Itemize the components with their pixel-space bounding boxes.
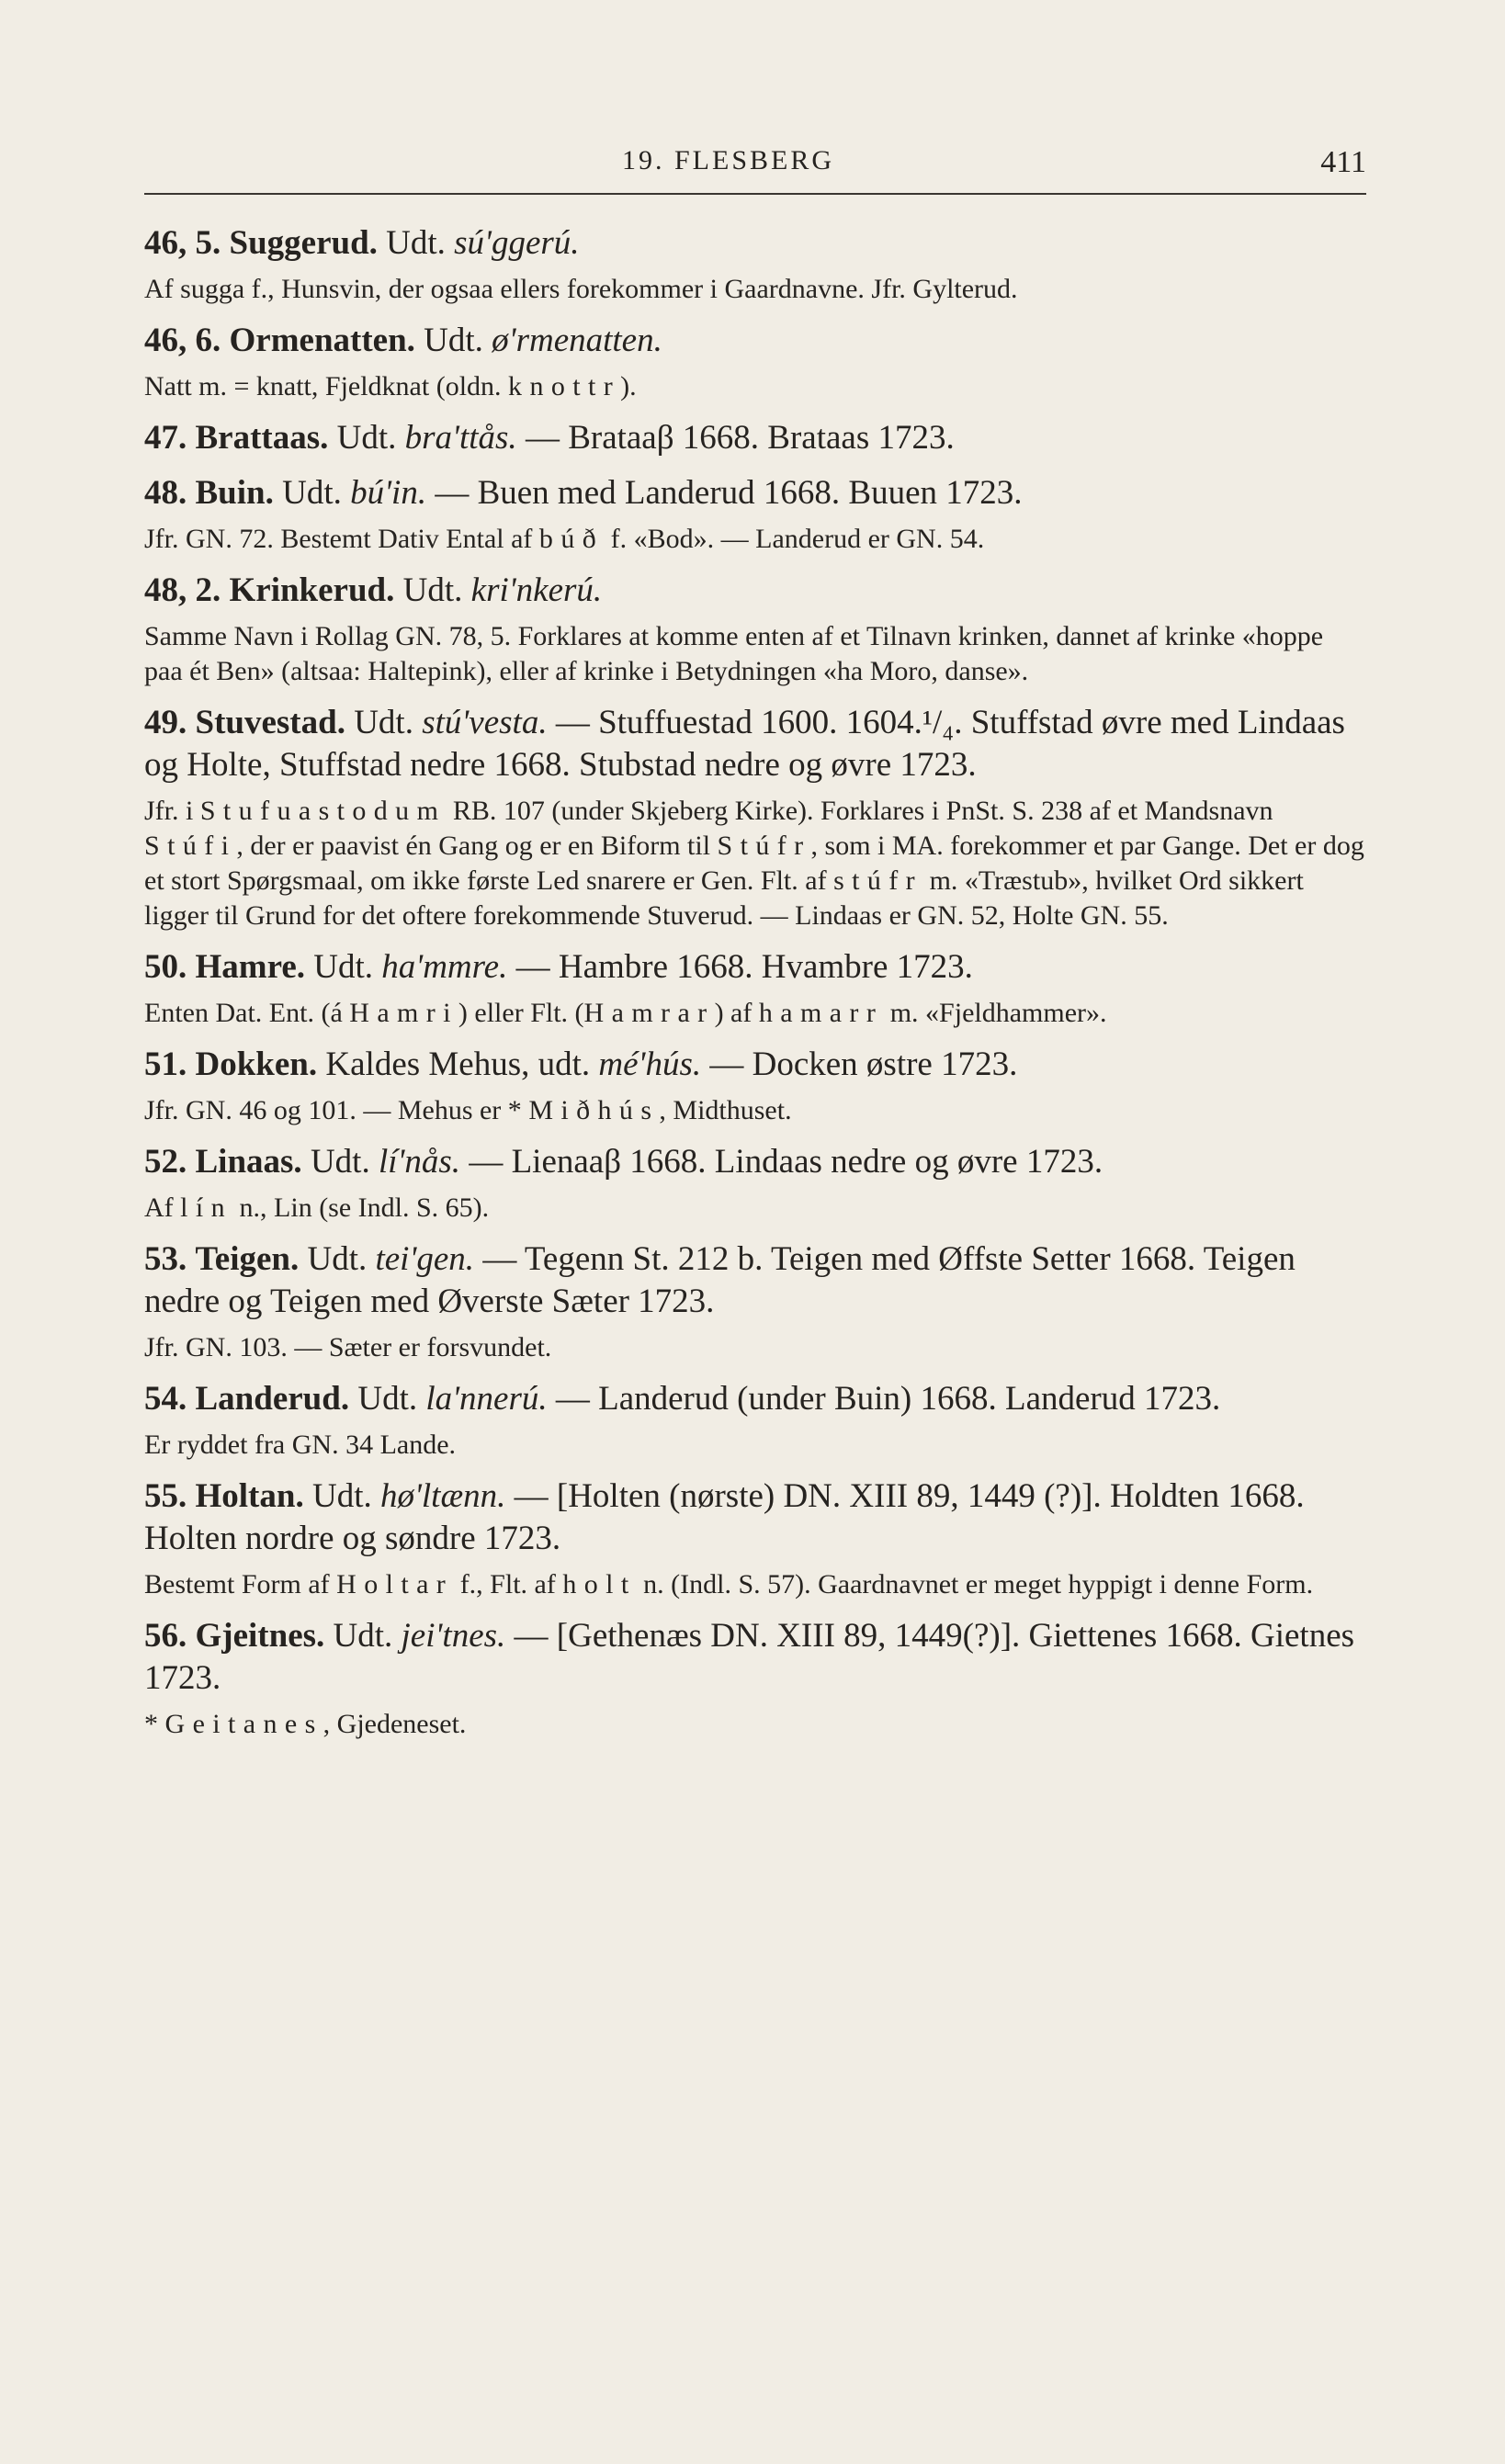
- entry-number: 46, 5.: [144, 224, 221, 262]
- pronunciation: jei'tnes.: [401, 1617, 506, 1655]
- pronunciation: ha'mmre.: [381, 948, 508, 986]
- running-title: 19. FLESBERG: [622, 145, 835, 175]
- historical-forms: — Docken østre 1723.: [701, 1046, 1018, 1083]
- spaced-term: Hamri: [349, 998, 458, 1028]
- udt-label: Udt.: [345, 704, 423, 741]
- spaced-term: Stúfr: [717, 831, 811, 861]
- note-text: Er ryddet fra GN. 34 Lande.: [144, 1430, 457, 1460]
- place-entry: [144, 222, 1366, 307]
- entry-number: 51.: [144, 1046, 187, 1083]
- entry-heading: [144, 472, 1366, 514]
- place-entry: [144, 1615, 1366, 1742]
- spaced-term: lín: [180, 1192, 233, 1223]
- entry-number: 47.: [144, 419, 187, 457]
- place-name: Dokken.: [195, 1046, 318, 1083]
- note-text: , som i MA. forekommer et par Gange. Det er dog et stort Spørgsmaal, om ikke første Led snarere er Gen. Flt. af: [144, 831, 1364, 896]
- entry-number: 46, 6.: [144, 322, 221, 359]
- historical-forms: — Hambre 1668. Hvambre 1723.: [507, 948, 973, 986]
- entry-note: [144, 619, 1366, 689]
- entry-note: [144, 1707, 1366, 1742]
- entry-heading: [144, 570, 1366, 612]
- entry-heading: [144, 222, 1366, 265]
- entry-note: [144, 272, 1366, 307]
- historical-forms: — Lienaaβ 1668. Lindaas nedre og øvre 1723.: [460, 1143, 1103, 1181]
- place-entry: [144, 1238, 1366, 1365]
- entry-number: 49.: [144, 704, 187, 741]
- pronunciation: stú'vesta.: [422, 704, 548, 741]
- place-entry: [144, 417, 1366, 459]
- place-entry: [144, 1141, 1366, 1226]
- entry-note: [144, 1191, 1366, 1226]
- spaced-term: Stufuastodum: [199, 796, 447, 826]
- udt-label: Udt.: [349, 1380, 426, 1418]
- note-text: Natt m. = knatt, Fjeldknat (oldn.: [144, 371, 509, 401]
- pronunciation: hø'ltænn.: [379, 1477, 506, 1515]
- entry-number: 56.: [144, 1617, 187, 1655]
- udt-label: Udt.: [305, 948, 382, 986]
- entry-heading: [144, 1238, 1366, 1323]
- entry-note: [144, 794, 1366, 933]
- pronunciation: ø'rmenatten.: [492, 322, 662, 359]
- page-header: [144, 138, 1366, 193]
- historical-forms: — [Holten (nørste) DN. XIII 89, 1449 (?)]. Holdten 1668. Holten nordre og søndre 1723.: [144, 1477, 1305, 1557]
- entry-note: [144, 1330, 1366, 1365]
- place-name: Landerud.: [195, 1380, 350, 1418]
- entry-number: 50.: [144, 948, 187, 986]
- place-name: Krinkerud.: [229, 571, 395, 609]
- note-text: ).: [620, 371, 637, 401]
- spaced-term: Hamrar: [583, 998, 715, 1028]
- historical-forms: — Brataaβ 1668. Brataas 1723.: [516, 419, 955, 457]
- udt-label: Udt.: [273, 474, 351, 512]
- place-name: Buin.: [195, 474, 274, 512]
- spaced-term: holt: [562, 1569, 637, 1599]
- place-name: Ormenatten.: [229, 322, 415, 359]
- entry-note: [144, 1428, 1366, 1463]
- page-number: 411: [1320, 145, 1366, 179]
- entry-heading: [144, 946, 1366, 989]
- place-name: Holtan.: [195, 1477, 304, 1515]
- note-text: , Gjedeneset.: [322, 1709, 467, 1739]
- pronunciation: lí'nås.: [378, 1143, 461, 1181]
- entry-number: 52.: [144, 1143, 187, 1181]
- spaced-term: Miðhús: [528, 1095, 660, 1125]
- entry-heading: [144, 1141, 1366, 1183]
- spaced-term: stúfr: [833, 865, 923, 896]
- note-text: , der er paavist én Gang og er en Biform til: [236, 831, 718, 861]
- spaced-term: Holtar: [336, 1569, 454, 1599]
- note-text: Enten Dat. Ent. (á: [144, 998, 350, 1028]
- entry-number: 53.: [144, 1240, 187, 1278]
- note-text: Jfr. i: [144, 796, 200, 826]
- note-text: f., Flt. af: [453, 1569, 563, 1599]
- udt-label: Kaldes Mehus, udt.: [317, 1046, 599, 1083]
- udt-label: Udt.: [324, 1617, 402, 1655]
- note-text: m. «Træstub», hvilket Ord sikkert ligger til Grund for det oftere forekommende Stuverud. — Lindaas er GN. 52, Holte GN. 55.: [144, 865, 1304, 931]
- spaced-term: knottr: [508, 371, 621, 401]
- udt-label: Udt.: [301, 1143, 379, 1181]
- pronunciation: tei'gen.: [375, 1240, 475, 1278]
- note-text: Af: [144, 1192, 181, 1223]
- historical-forms: — Landerud (under Buin) 1668. Landerud 1723.: [547, 1380, 1221, 1418]
- historical-forms: — Buen med Landerud 1668. Buuen 1723.: [426, 474, 1023, 512]
- spaced-term: búð: [538, 524, 605, 554]
- note-text: m. «Fjeldhammer».: [883, 998, 1107, 1028]
- udt-label: Udt.: [299, 1240, 376, 1278]
- entry-heading: [144, 702, 1366, 786]
- pronunciation: bra'ttås.: [404, 419, 517, 457]
- place-entry: [144, 1475, 1366, 1602]
- place-entry: [144, 1378, 1366, 1463]
- note-text: *: [144, 1709, 165, 1739]
- entry-note: [144, 996, 1366, 1031]
- pronunciation: sú'ggerú.: [454, 224, 580, 262]
- historical-forms: — [Gethenæs DN. XIII 89, 1449(?)]. Giettenes 1668. Gietnes 1723.: [144, 1617, 1355, 1697]
- place-entry: [144, 702, 1366, 933]
- note-text: n. (Indl. S. 57). Gaardnavnet er meget hyppigt i denne Form.: [636, 1569, 1314, 1599]
- note-text: f. «Bod». — Landerud er GN. 54.: [604, 524, 985, 554]
- place-name: Gjeitnes.: [195, 1617, 325, 1655]
- place-entry: [144, 320, 1366, 404]
- pronunciation: kri'nkerú.: [470, 571, 603, 609]
- note-text: , Midthuset.: [659, 1095, 792, 1125]
- pronunciation: mé'hús.: [598, 1046, 702, 1083]
- historical-forms: — Tegenn St. 212 b. Teigen med Øffste Setter 1668. Teigen nedre og Teigen med Øverste Sæter 1723.: [144, 1240, 1296, 1320]
- udt-label: Udt.: [377, 224, 455, 262]
- note-text: Af sugga f., Hunsvin, der ogsaa ellers forekommer i Gaardnavne. Jfr. Gylterud.: [144, 274, 1018, 304]
- entry-heading: [144, 1378, 1366, 1420]
- entry-heading: [144, 320, 1366, 362]
- note-text: ) af: [714, 998, 759, 1028]
- entry-note: [144, 1093, 1366, 1128]
- note-text: n., Lin (se Indl. S. 65).: [232, 1192, 490, 1223]
- place-name: Hamre.: [195, 948, 306, 986]
- note-text: RB. 107 (under Skjeberg Kirke). Forklares i PnSt. S. 238 af et Mandsnavn: [446, 796, 1273, 826]
- udt-label: Udt.: [394, 571, 471, 609]
- historical-forms: — Stuffuestad 1600. 1604.¹/₄. Stuffstad øvre med Lindaas og Holte, Stuffstad nedre 1668. Stubstad nedre og øvre 1723.: [144, 704, 1345, 784]
- note-text: Jfr. GN. 46 og 101. — Mehus er *: [144, 1095, 529, 1125]
- place-entry: [144, 946, 1366, 1031]
- udt-label: Udt.: [303, 1477, 380, 1515]
- note-text: ) eller Flt. (: [458, 998, 584, 1028]
- entry-heading: [144, 1475, 1366, 1560]
- note-text: Jfr. GN. 103. — Sæter er forsvundet.: [144, 1332, 552, 1362]
- udt-label: Udt.: [328, 419, 405, 457]
- place-name: Suggerud.: [229, 224, 378, 262]
- entry-heading: [144, 1044, 1366, 1086]
- entry-number: 54.: [144, 1380, 187, 1418]
- pronunciation: bú'in.: [350, 474, 427, 512]
- entry-number: 48, 2.: [144, 571, 221, 609]
- spaced-term: hamarr: [758, 998, 884, 1028]
- pronunciation: la'nnerú.: [425, 1380, 548, 1418]
- place-name: Linaas.: [195, 1143, 302, 1181]
- note-text: Samme Navn i Rollag GN. 78, 5. Forklares at komme enten af et Tilnavn krinken, dannet af krinke «hoppe paa ét Ben» (altsaa: Haltepink), eller af krinke i Betydningen «ha Moro, danse».: [144, 621, 1324, 686]
- udt-label: Udt.: [414, 322, 492, 359]
- entry-number: 55.: [144, 1477, 187, 1515]
- place-entry: [144, 1044, 1366, 1128]
- note-text: Bestemt Form af: [144, 1569, 337, 1599]
- entry-note: [144, 1567, 1366, 1602]
- page: [144, 138, 1366, 1739]
- spaced-term: Stúfi: [144, 831, 237, 861]
- entry-number: 48.: [144, 474, 187, 512]
- note-text: Jfr. GN. 72. Bestemt Dativ Ental af: [144, 524, 539, 554]
- entry-heading: [144, 417, 1366, 459]
- place-entry: [144, 472, 1366, 557]
- header-rule: [144, 193, 1366, 195]
- place-name: Brattaas.: [195, 419, 329, 457]
- place-name: Teigen.: [195, 1240, 300, 1278]
- entry-heading: [144, 1615, 1366, 1700]
- entry-note: [144, 369, 1366, 404]
- spaced-term: Geitanes: [164, 1709, 323, 1739]
- entry-note: [144, 522, 1366, 557]
- entry-list: [144, 222, 1366, 1755]
- place-entry: [144, 570, 1366, 689]
- place-name: Stuvestad.: [195, 704, 345, 741]
